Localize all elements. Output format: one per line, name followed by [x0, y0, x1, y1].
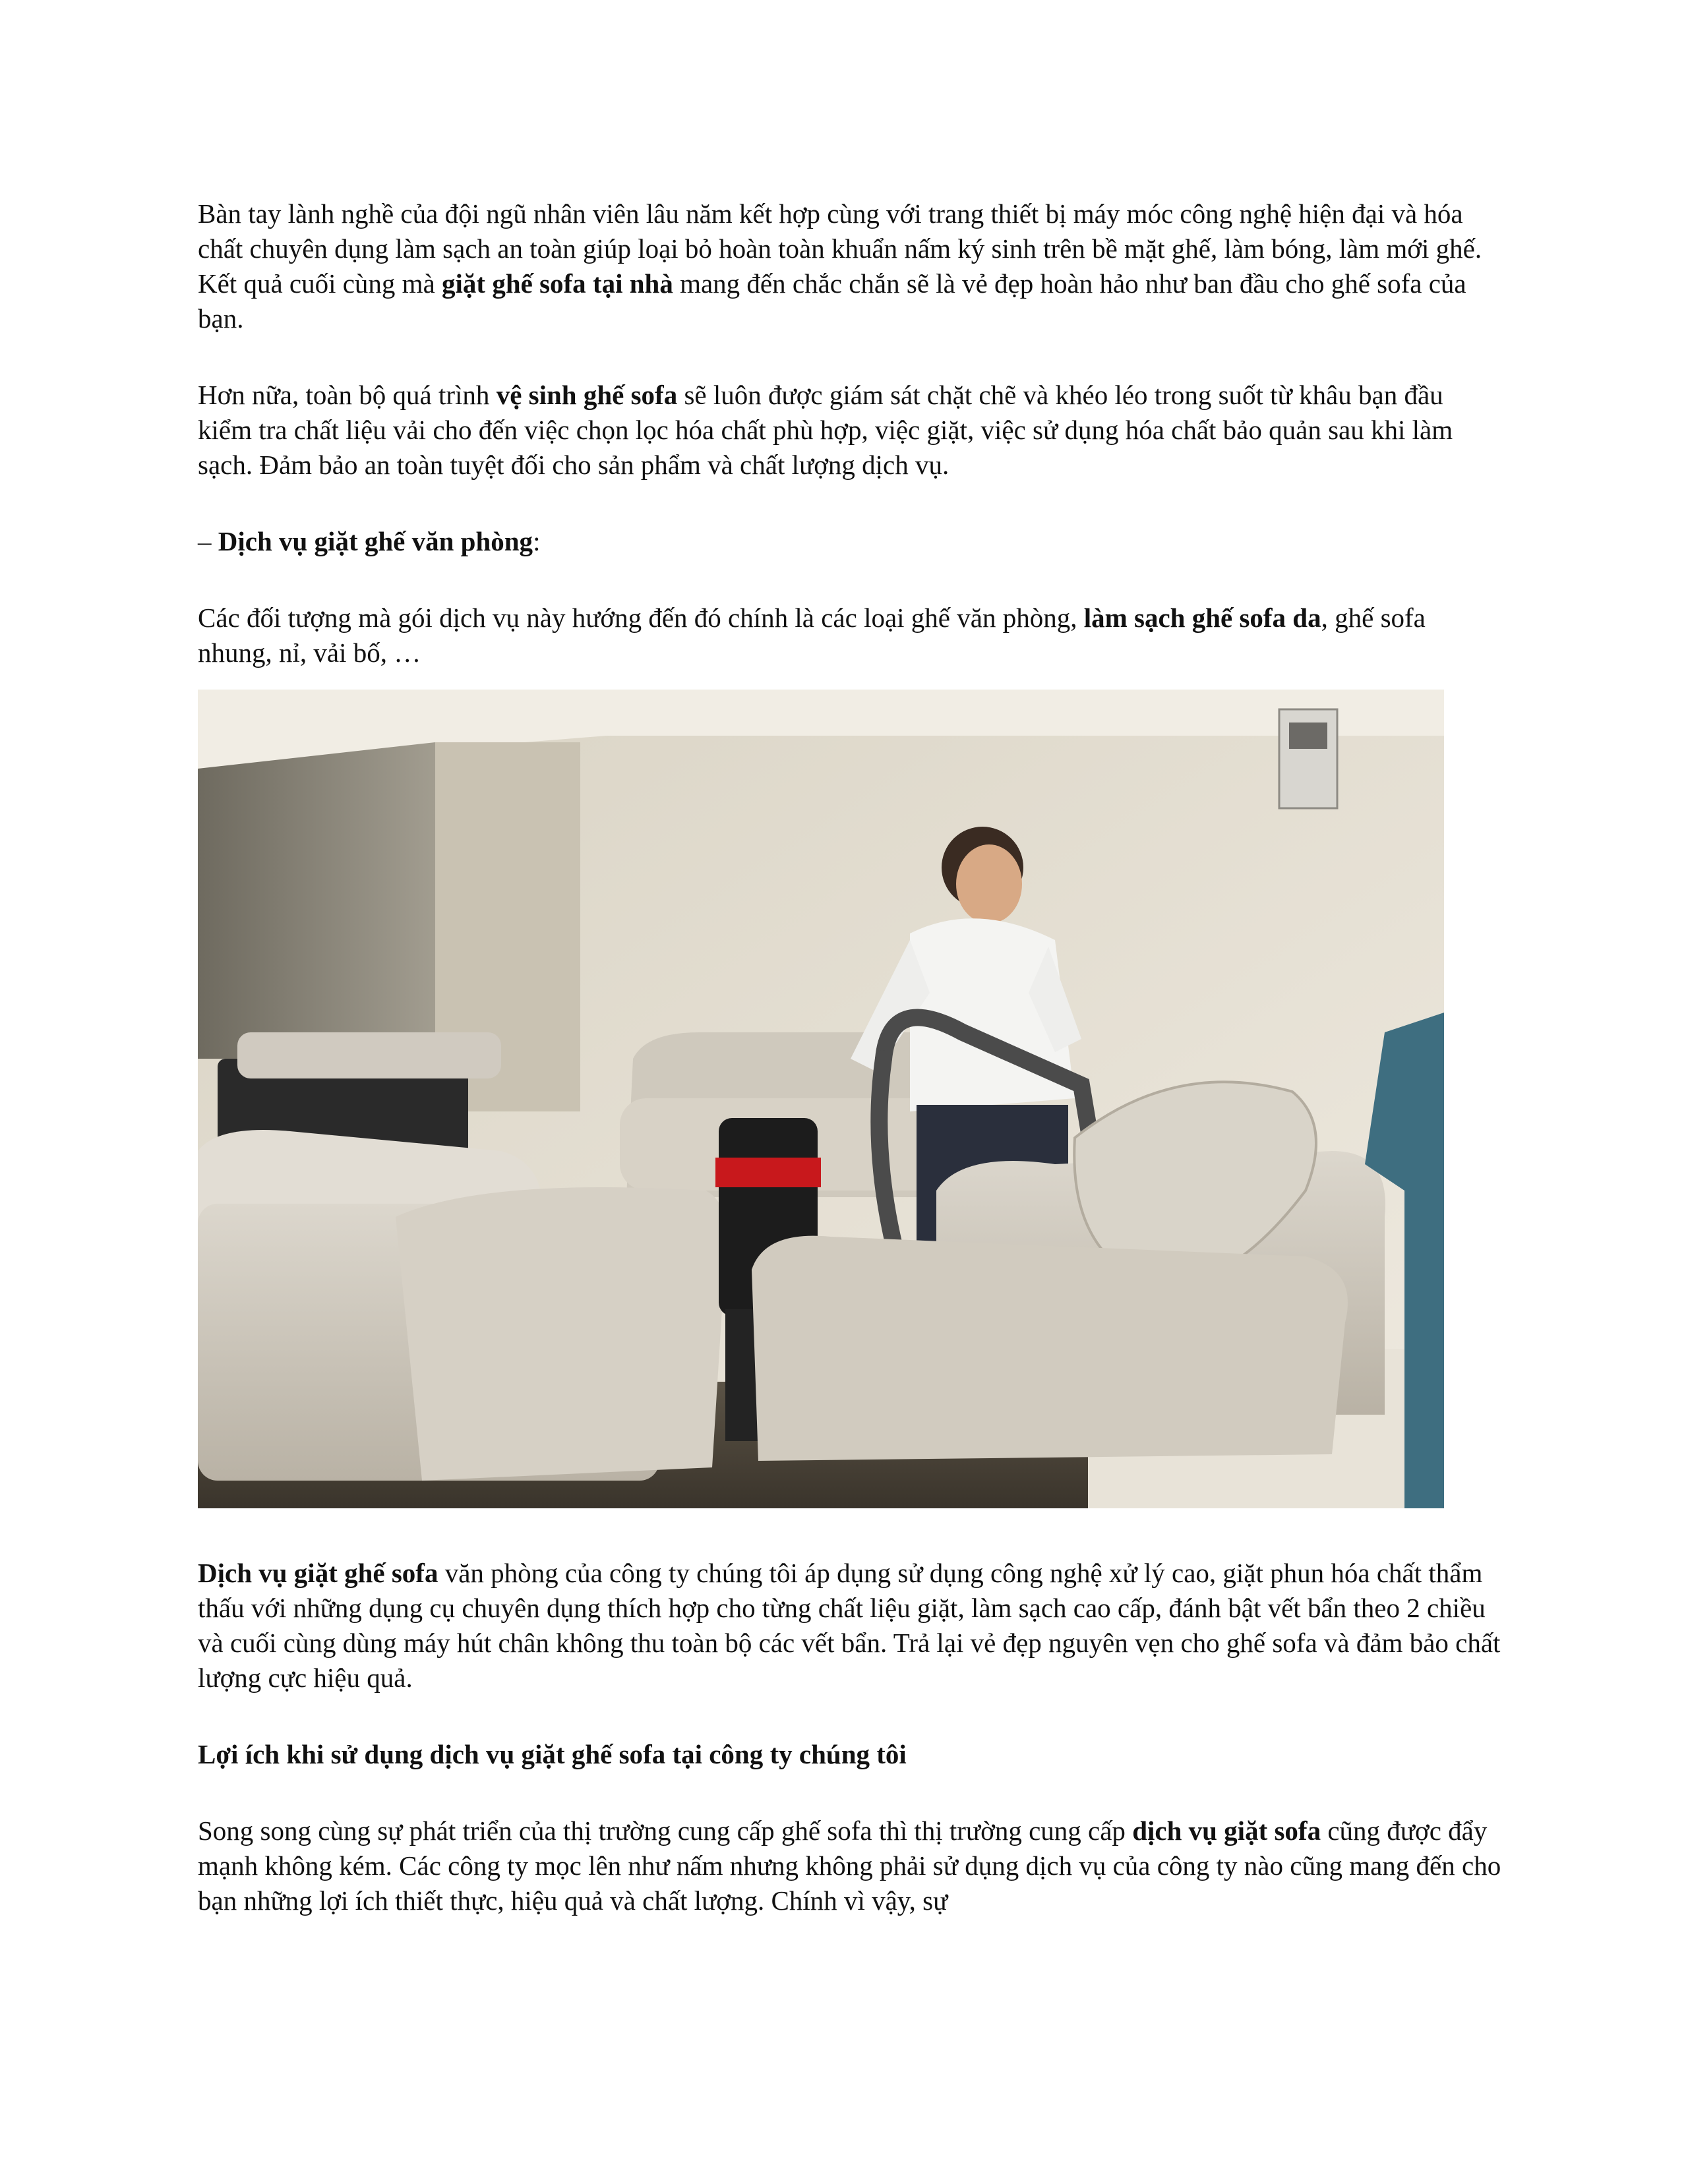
heading-colon: :: [533, 526, 541, 556]
bold-keyword: làm sạch ghế sofa da: [1083, 603, 1321, 633]
stacked-cushion: [237, 1032, 501, 1078]
paragraph-text: , ghế sofa nhung, nỉ, vải bố, …: [198, 603, 1426, 668]
paragraph-text: cũng được đẩy mạnh không kém. Các công ty mọc lên như nấm nhưng không phải sử dụng dịch vụ của công ty nào cũng mang đến cho bạn những lợi ích thiết thực, hiệu quả và chất lượng. Chính vì vậy, sự: [198, 1815, 1501, 1916]
paragraph-text: Song song cùng sự phát triển của thị trường cung cấp ghế sofa thì thị trường cung cấp: [198, 1815, 1133, 1846]
meter-display: [1289, 723, 1327, 749]
paragraph-text: sẽ luôn được giám sát chặt chẽ và khéo léo trong suốt từ khâu bạn đầu kiểm tra chất liệu vải cho đến việc chọn lọc hóa chất phù hợp, việc giặt, việc sử dụng hóa chất bảo quản sau khi làm sạch. Đảm bảo an toàn tuyệt đối cho sản phẩm và chất lượng dịch vụ.: [198, 380, 1453, 480]
paragraph-market: [198, 1814, 1503, 1918]
bold-keyword: dịch vụ giặt sofa: [1132, 1815, 1321, 1846]
sofa-cleaning-photo: [198, 690, 1444, 1508]
section-heading-office: [198, 524, 1503, 559]
document-page: [198, 196, 1503, 1960]
paragraph-process: [198, 378, 1503, 483]
bold-keyword: Dịch vụ giặt ghế sofa: [198, 1558, 438, 1588]
heading-text: Dịch vụ giặt ghế văn phòng: [218, 526, 533, 556]
vacuum-red-band: [715, 1158, 821, 1187]
left-sofa-arm: [396, 1187, 727, 1481]
paragraph-office-service: [198, 1556, 1503, 1696]
front-sofa-arm: [752, 1236, 1348, 1461]
bold-keyword: giặt ghế sofa tại nhà: [442, 268, 673, 299]
paragraph-text: văn phòng của công ty chúng tôi áp dụng sử dụng công nghệ xử lý cao, giặt phun hóa chất thẩm thấu với những dụng cụ chuyên dụng thích hợp cho từng chất liệu giặt, làm sạch cao cấp, đánh bật vết bẩn theo 2 chiều và cuối cùng dùng máy hút chân không thu toàn bộ các vết bẩn. Trả lại vẻ đẹp nguyên vẹn cho ghế sofa và đảm bảo chất lượng cực hiệu quả.: [198, 1558, 1501, 1693]
left-wall: [198, 742, 435, 1059]
paragraph-text: Hơn nữa, toàn bộ quá trình: [198, 380, 497, 410]
section-heading-benefits: [198, 1737, 1503, 1772]
heading-dash: –: [198, 526, 218, 556]
paragraph-text: Bàn tay lành nghề của đội ngũ nhân viên lâu năm kết hợp cùng với trang thiết bị máy móc công nghệ hiện đại và hóa chất chuyên dụng làm sạch an toàn giúp loại bỏ hoàn toàn khuẩn nấm ký sinh trên bề mặt ghế, làm bóng, làm mới ghế. Kết quả cuối cùng mà: [198, 198, 1482, 299]
heading-text: Lợi ích khi sử dụng dịch vụ giặt ghế sofa tại công ty chúng tôi: [198, 1739, 907, 1769]
worker-face: [956, 844, 1022, 924]
paragraph-text: Các đối tượng mà gói dịch vụ này hướng đến đó chính là các loại ghế văn phòng,: [198, 603, 1084, 633]
paragraph-text: mang đến chắc chắn sẽ là vẻ đẹp hoàn hảo như ban đầu cho ghế sofa của bạn.: [198, 268, 1466, 334]
paragraph-intro: [198, 196, 1503, 336]
bold-keyword: vệ sinh ghế sofa: [496, 380, 678, 410]
paragraph-targets: [198, 601, 1503, 670]
